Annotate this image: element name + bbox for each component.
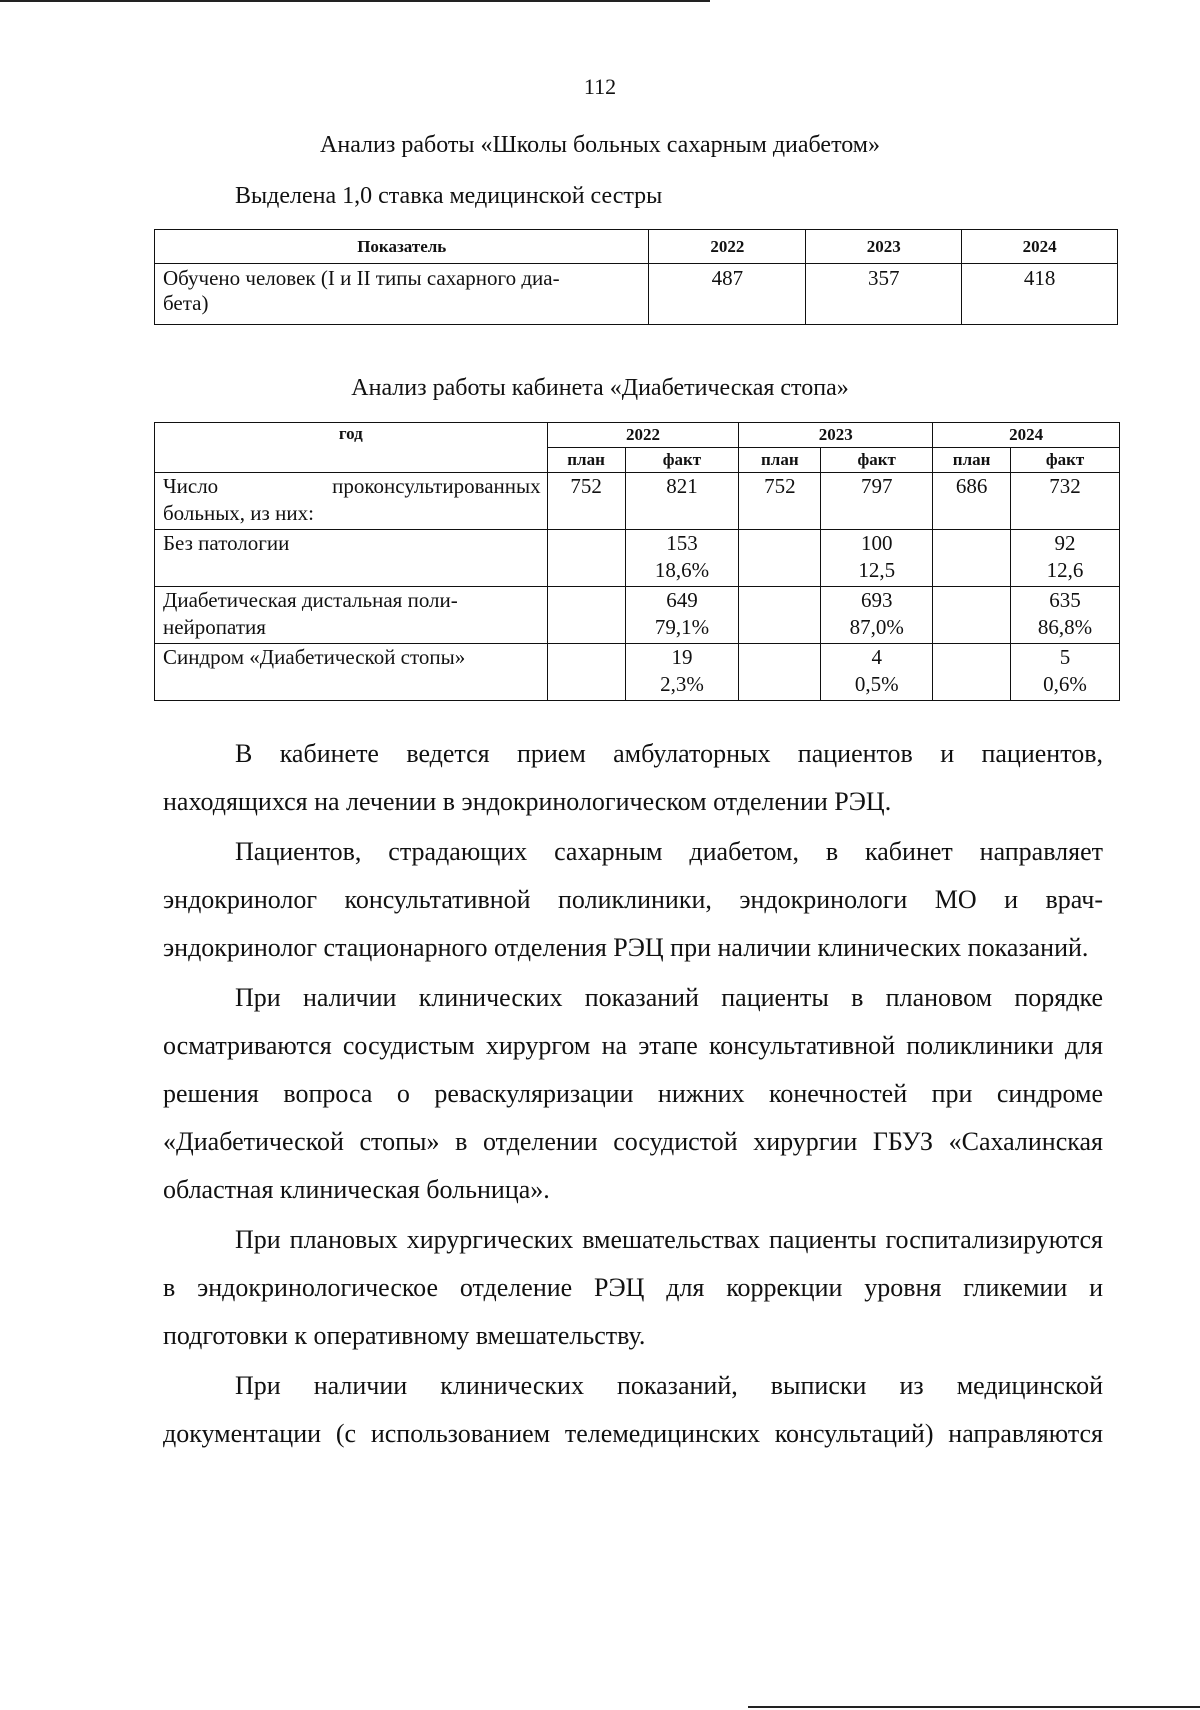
body-text xyxy=(163,730,1103,1460)
foot-table xyxy=(154,422,1120,701)
top-edge-rule xyxy=(0,0,710,2)
label-line: Без патологии xyxy=(163,531,290,555)
school-section-title: Анализ работы «Школы больных сахарным диабетом» xyxy=(320,132,880,158)
cell-value: 686 xyxy=(955,474,988,498)
cell-value: 2,3% xyxy=(660,672,704,696)
foot-table-subheader: план xyxy=(933,448,1011,473)
foot-section-title: Анализ работы кабинета «Диабетическая стопа» xyxy=(351,375,849,401)
cell-value: 153 xyxy=(666,531,698,555)
foot-table-subheader: факт xyxy=(1011,448,1120,473)
cell-value: 12,6 xyxy=(1046,558,1084,582)
foot-table-year: 2024 xyxy=(933,423,1120,448)
table-cell xyxy=(821,530,933,587)
school-table-header: Показатель xyxy=(155,230,649,264)
table-cell xyxy=(1011,473,1120,530)
cell-value: 100 xyxy=(860,531,893,555)
foot-table-year: 2023 xyxy=(739,423,933,448)
paragraph: При плановых хирургических вмешательствах пациенты госпитализируются в эндокринологическое отделение РЭЦ для коррекции уровня гликемии и подготовки к оперативному вмешательству. xyxy=(163,1225,1103,1350)
table-cell xyxy=(547,530,625,587)
cell-value: 92 xyxy=(1054,531,1076,555)
table-cell: 418 xyxy=(962,264,1118,325)
table-row xyxy=(155,473,1120,530)
table-cell xyxy=(821,644,933,701)
cell-value: 649 xyxy=(666,588,698,612)
cell-value: 4 xyxy=(871,645,882,669)
foot-table-year-header: год xyxy=(155,423,548,473)
table-cell xyxy=(625,473,739,530)
table-cell xyxy=(933,644,1011,701)
foot-table-subheader: план xyxy=(547,448,625,473)
foot-table-year-row xyxy=(155,423,1120,448)
table-row xyxy=(155,644,1120,701)
foot-table-subheader: план xyxy=(739,448,821,473)
table-cell xyxy=(739,587,821,644)
cell-value: 635 xyxy=(1049,588,1081,612)
cell-value: 732 xyxy=(1049,474,1081,498)
table-cell: 357 xyxy=(806,264,962,325)
table-cell xyxy=(739,644,821,701)
cell-value: 0,5% xyxy=(854,672,899,696)
cell-value: 86,8% xyxy=(1037,615,1093,639)
label-line: Синдром «Диабетической стопы» xyxy=(163,645,466,669)
paragraph: Пациентов, страдающих сахарным диабетом, в кабинет направляет эндокринолог консультативной поликлиники, эндокринологи МО и врач-эндокринолог стационарного отделения РЭЦ при наличии клинических показаний. xyxy=(163,837,1103,962)
table-cell xyxy=(625,587,739,644)
cell-value: 18,6% xyxy=(654,558,710,582)
cell-value: 797 xyxy=(860,474,893,498)
label-line: Обучено человек (I и II типы сахарного диа- xyxy=(163,266,560,290)
cell-value: 752 xyxy=(570,474,602,498)
table-cell xyxy=(547,644,625,701)
paragraph: В кабинете ведется прием амбулаторных пациентов и пациентов, находящихся на лечении в эндокринологическом отделении РЭЦ. xyxy=(163,739,1103,816)
school-table-header-row xyxy=(155,230,1118,264)
paragraph: При наличии клинических показаний пациенты в плановом порядке осматриваются сосудистым хирургом на этапе консультативной поликлиники для решения вопроса о реваскуляризации нижних конечностей при синдроме «Диабетической стопы» в отделении сосудистой хирургии ГБУЗ «Сахалинская областная клиническая больница». xyxy=(163,983,1103,1204)
page-number: 112 xyxy=(583,74,617,99)
cell-value: 19 xyxy=(671,645,693,669)
foot-table-row-label xyxy=(155,530,548,587)
cell-value: 752 xyxy=(764,474,796,498)
table-cell xyxy=(1011,587,1120,644)
foot-table-subheader: факт xyxy=(625,448,739,473)
school-section-subtitle: Выделена 1,0 ставка медицинской сестры xyxy=(235,183,663,209)
cell-value: 0,6% xyxy=(1043,672,1087,696)
cell-value: 87,0% xyxy=(849,615,904,639)
label-line: нейропатия xyxy=(163,615,266,639)
foot-table-row-label xyxy=(155,644,548,701)
cell-value: 693 xyxy=(860,588,893,612)
table-cell xyxy=(933,587,1011,644)
table-row xyxy=(155,530,1120,587)
table-cell xyxy=(625,530,739,587)
school-table-header: 2023 xyxy=(806,230,962,264)
table-cell xyxy=(1011,530,1120,587)
foot-table-row-label xyxy=(155,587,548,644)
foot-table-year: 2022 xyxy=(547,423,739,448)
label-line: Диабетическая дистальная поли- xyxy=(163,588,458,612)
table-row xyxy=(155,264,1118,325)
cell-value: 5 xyxy=(1059,645,1071,669)
table-cell xyxy=(933,530,1011,587)
foot-table-subheader: факт xyxy=(821,448,933,473)
cell-value: 821 xyxy=(666,474,698,498)
label-line: Число проконсультированных xyxy=(163,474,541,498)
cell-value: 79,1% xyxy=(654,615,710,639)
label-line: больных, из них: xyxy=(163,501,314,525)
label-line: бета) xyxy=(163,291,209,315)
table-cell xyxy=(547,587,625,644)
table-cell: 487 xyxy=(649,264,806,325)
school-table-header: 2022 xyxy=(649,230,806,264)
table-cell xyxy=(1011,644,1120,701)
table-cell xyxy=(821,473,933,530)
table-cell xyxy=(739,530,821,587)
school-table-header: 2024 xyxy=(962,230,1118,264)
table-row xyxy=(155,587,1120,644)
bottom-edge-rule xyxy=(748,1706,1200,1708)
cell-value: 12,5 xyxy=(858,558,896,582)
table-cell xyxy=(739,473,821,530)
table-cell xyxy=(933,473,1011,530)
table-cell xyxy=(821,587,933,644)
foot-table-row-label xyxy=(155,473,548,530)
paragraph: При наличии клинических показаний, выписки из медицинской документации (с использованием телемедицинских консультаций) направляются xyxy=(163,1371,1103,1448)
school-table-row-label xyxy=(155,264,649,325)
table-cell xyxy=(547,473,625,530)
school-table xyxy=(154,229,1118,325)
table-cell xyxy=(625,644,739,701)
